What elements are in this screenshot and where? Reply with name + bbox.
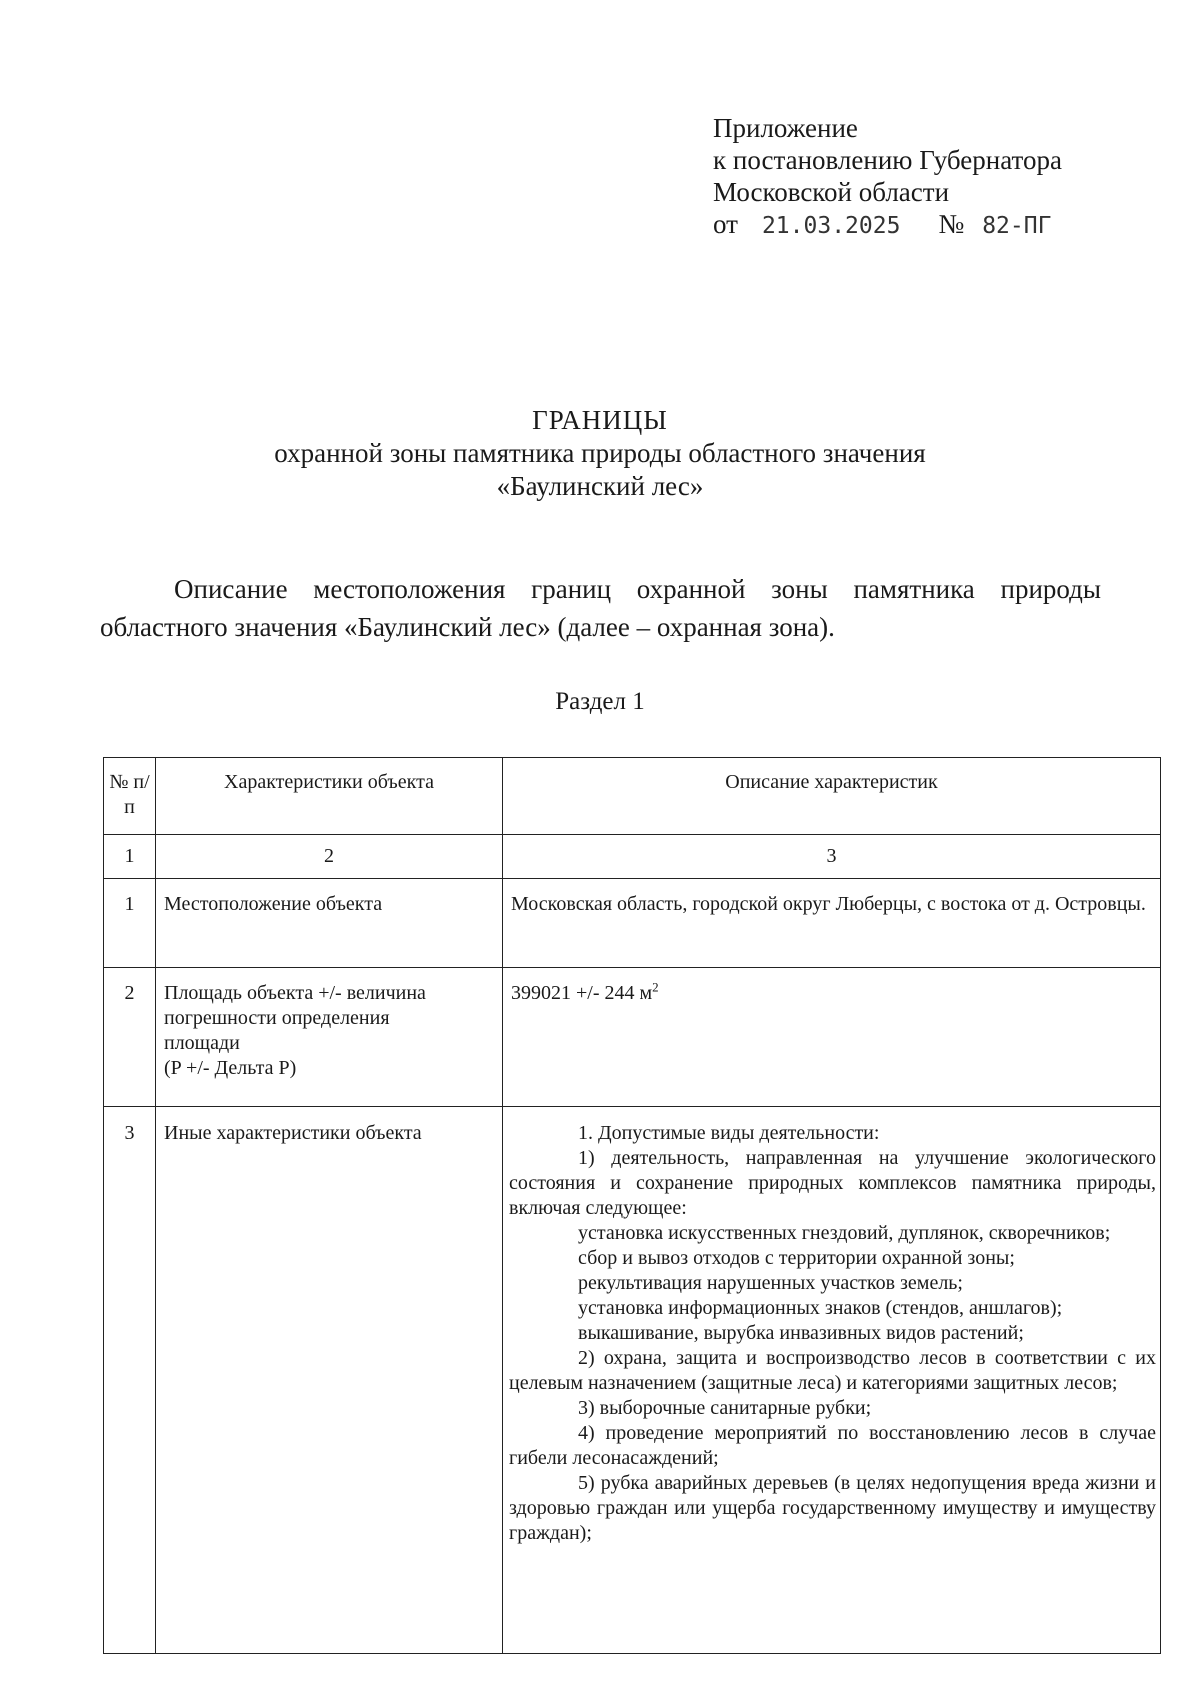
- characteristics-table: [103, 757, 1161, 1654]
- characteristic-line: (P +/- Дельта P): [164, 1057, 297, 1079]
- row-characteristic: Местоположение объекта: [156, 879, 503, 968]
- description-paragraph: установка информационных знаков (стендов, аншлагов);: [578, 1297, 1063, 1319]
- description-paragraph: 5) рубка аварийных деревьев (в целях недопущения вреда жизни и здоровью граждан или ущерба государственному имуществу и имуществу граждан);: [509, 1472, 1156, 1544]
- header-characteristics: Характеристики объекта: [156, 758, 503, 835]
- description-paragraph: 3) выборочные санитарные рубки;: [578, 1397, 872, 1419]
- row-description: Московская область, городской округ Люберцы, с востока от д. Островцы.: [503, 879, 1161, 968]
- document-subtitle-1: охранной зоны памятника природы областного значения: [274, 438, 926, 468]
- characteristic-line: Площадь объекта +/- величина: [164, 982, 426, 1004]
- description-paragraph: 4) проведение мероприятий по восстановлению лесов в случае гибели лесонасаждений;: [509, 1422, 1156, 1469]
- description-paragraph: рекультивация нарушенных участков земель;: [578, 1272, 963, 1294]
- title-block: [0, 404, 1200, 503]
- row-number: 2: [104, 968, 156, 1107]
- area-unit-superscript: 2: [652, 979, 659, 995]
- row-characteristic: [156, 968, 503, 1107]
- table-header-row: [104, 758, 1161, 835]
- row-number: 3: [104, 1107, 156, 1654]
- number-sign: №: [938, 209, 965, 239]
- description-paragraph: установка искусственных гнездовий, дуплянок, скворечников;: [578, 1222, 1111, 1244]
- appendix-line-1: Приложение: [713, 113, 858, 143]
- table-row: [104, 968, 1161, 1107]
- date-value: 21.03.2025: [761, 213, 901, 239]
- description-paragraph: сбор и вывоз отходов с территории охранной зоны;: [578, 1247, 1015, 1269]
- characteristic-line: площади: [164, 1032, 240, 1054]
- appendix-block: [713, 112, 1062, 242]
- column-number-1: 1: [104, 835, 156, 879]
- row-characteristic: Иные характеристики объекта: [156, 1107, 503, 1654]
- document-title: ГРАНИЦЫ: [532, 405, 668, 435]
- table-row: [104, 879, 1161, 968]
- section-title: Раздел 1: [555, 688, 645, 715]
- row-description: [503, 1107, 1161, 1654]
- document-subtitle-2: «Баулинский лес»: [496, 471, 704, 501]
- row-number: 1: [104, 879, 156, 968]
- row-description: [503, 968, 1161, 1107]
- description-paragraph: выкашивание, вырубка инвазивных видов растений;: [578, 1322, 1024, 1344]
- appendix-date-line: [713, 208, 1062, 242]
- document-number: 82-ПГ: [982, 213, 1052, 239]
- column-number-3: 3: [503, 835, 1161, 879]
- appendix-line-3: Московской области: [713, 177, 950, 207]
- table-row: [104, 1107, 1161, 1654]
- characteristic-line: погрешности определения: [164, 1007, 390, 1029]
- column-number-2: 2: [156, 835, 503, 879]
- header-description: Описание характеристик: [503, 758, 1161, 835]
- description-paragraph: 2) охрана, защита и воспроизводство лесов в соответствии с их целевым назначением (защитные леса) и категориями защитных лесов;: [509, 1347, 1156, 1394]
- appendix-line-2: к постановлению Губернатора: [713, 145, 1062, 175]
- area-value: 399021 +/- 244 м: [511, 982, 653, 1004]
- date-label: от: [713, 209, 738, 239]
- description-paragraph: 1) деятельность, направленная на улучшение экологического состояния и сохранение природных комплексов памятника природы, включая следующее:: [509, 1147, 1156, 1219]
- column-number-row: [104, 835, 1161, 879]
- intro-paragraph: Описание местоположения границ охранной зоны памятника природы областного значения «Баулинский лес» (далее – охранная зона).: [100, 574, 1101, 642]
- description-paragraph: 1. Допустимые виды деятельности:: [578, 1122, 880, 1144]
- header-number: № п/п: [104, 758, 156, 835]
